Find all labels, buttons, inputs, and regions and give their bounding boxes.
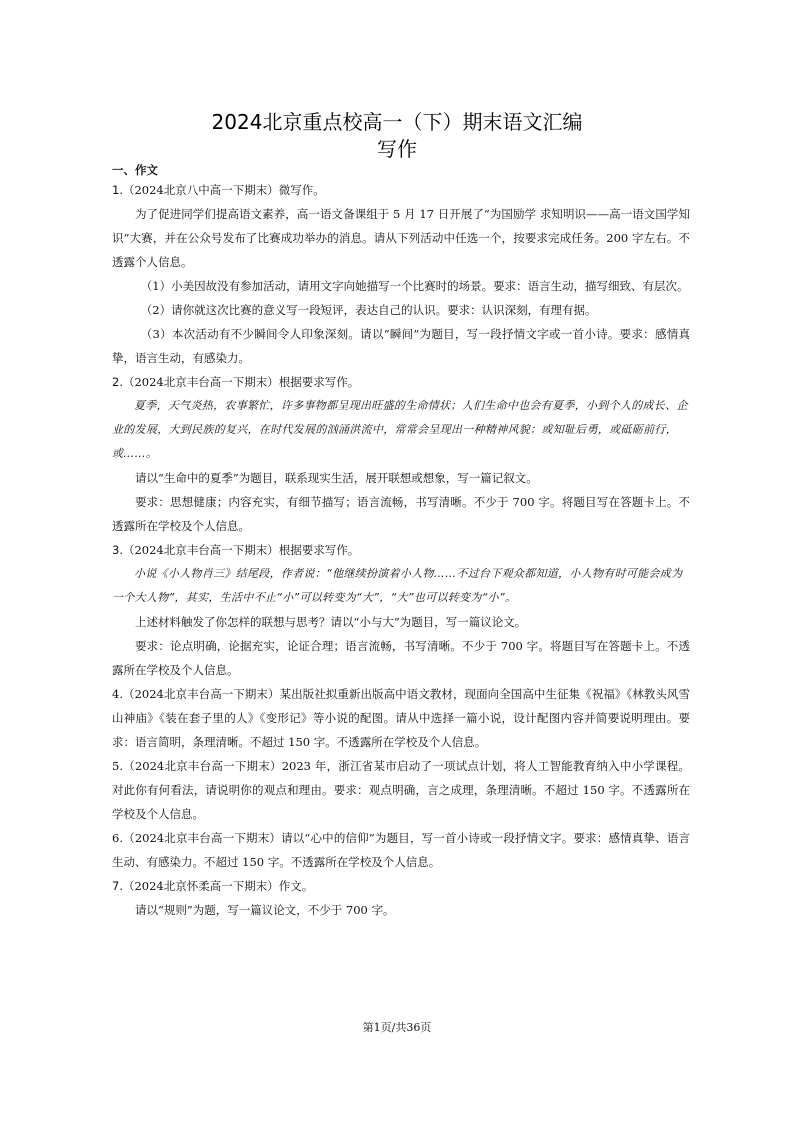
question-text: 2023 年，浙江省某市启动了一项试点计划，将人工智能教育纳入中小学课程。对此你有何看法，请说明你的观点和理由。要求：观点明确，言之成理，条理清晰。不超过 150 字。不透露所在学校及个人信息。 (112, 759, 690, 821)
question-5 (112, 754, 690, 826)
document-subtitle: 写作 (377, 137, 417, 161)
question-6 (112, 826, 690, 874)
question-number: 2. (112, 375, 123, 389)
question-number: 4. (112, 687, 123, 701)
question-source: （2024北京丰台高一下期末）根据要求写作。 (122, 375, 360, 389)
question-1-option-3: （3）本次活动有不少瞬间令人印象深刻。请以“瞬间”为题目，写一段抒情文字或一首小诗。要求：感情真挚，语言生动，有感染力。 (112, 327, 690, 365)
question-3-prompt: 上述材料触发了你怎样的联想与思考？请以“小与大”为题目，写一篇议论文。 (135, 615, 527, 629)
question-4 (112, 682, 690, 754)
question-3-material: 小说《小人物肖三》结尾段，作者说：“他继续扮演着小人物……不过台下观众都知道，小人物有时可能会成为一个大人物”，其实，生活中不止“小”可以转变为“大”，“大”也可以转变为“小”。 (112, 567, 683, 604)
question-number: 1. (112, 183, 123, 197)
page-footer: 第1页/共36页 (362, 1021, 432, 1034)
question-source: （2024北京丰台高一下期末） (122, 687, 280, 701)
question-number: 7. (112, 879, 123, 893)
question-text: 请以“心中的信仰”为题目，写一首小诗或一段抒情文字。要求：感情真挚、语言生动、有感染力。不超过 150 字。不透露所在学校及个人信息。 (112, 831, 691, 869)
question-7-prompt: 请以“规则”为题，写一篇议论文，不少于 700 字。 (135, 903, 395, 917)
question-2-header (112, 370, 690, 394)
question-2-prompt: 请以“生命中的夏季”为题目，联系现实生活，展开联想或想象，写一篇记叙文。 (135, 471, 538, 485)
question-number: 3. (112, 543, 123, 557)
question-2-material: 夏季，天气炎热，农事繁忙，许多事物都呈现出旺盛的生命情状；人们生命中也会有夏季，小到个人的成长、企业的发展，大到民族的复兴，在时代发展的汹涌洪流中，常常会呈现出一种精神风貌：或知耻后勇，或砥砺前行，或……。 (112, 399, 688, 460)
question-2-requirements: 要求：思想健康；内容充实，有细节描写；语言流畅，书写清晰。不少于 700 字。将题目写在答题卡上。不透露所在学校及个人信息。 (112, 495, 690, 533)
question-source: （2024北京八中高一下期末）微写作。 (122, 183, 325, 197)
question-3-requirements: 要求：论点明确，论据充实，论证合理；语言流畅，书写清晰。不少于 700 字。将题目写在答题卡上。不透露所在学校及个人信息。 (112, 639, 690, 677)
question-3-header (112, 538, 690, 562)
question-source: （2024北京丰台高一下期末） (122, 831, 282, 845)
question-1-option-2: （2）请你就这次比赛的意义写一段短评，表达自己的认识。要求：认识深刻，有理有据。 (140, 303, 597, 317)
question-1-paragraph: 为了促进同学们提高语文素养，高一语文备课组于 5 月 17 日开展了“为国励学 求知明识——高一语文国学知识”大赛，并在公众号发布了比赛成功举办的消息。请从下列活动中任选一个，按要求完成任务。200 字左右。不透露个人信息。 (112, 207, 690, 269)
question-1-header (112, 178, 690, 202)
document-title: 2024北京重点校高一（下）期末语文汇编 (211, 110, 583, 134)
question-number: 6. (112, 831, 123, 845)
section-heading: 一、作文 (112, 163, 158, 177)
question-number: 5. (112, 759, 123, 773)
questions-body (112, 178, 690, 922)
question-7-header (112, 874, 690, 898)
question-source: （2024北京怀柔高一下期末）作文。 (122, 879, 314, 893)
question-text: 某出版社拟重新出版高中语文教材，现面向全国高中生征集《祝福》《林教头风雪山神庙》《装在套子里的人》《变形记》等小说的配图。请从中选择一篇小说，设计配图内容并简要说明理由。要求：语言简明，条理清晰。不超过 150 字。不透露所在学校及个人信息。 (112, 687, 690, 749)
question-1-option-1: （1）小美因故没有参加活动，请用文字向她描写一个比赛时的场景。要求：语言生动，描写细致、有层次。 (140, 279, 689, 293)
question-source: （2024北京丰台高一下期末）根据要求写作。 (122, 543, 360, 557)
question-source: （2024北京丰台高一下期末） (122, 759, 282, 773)
